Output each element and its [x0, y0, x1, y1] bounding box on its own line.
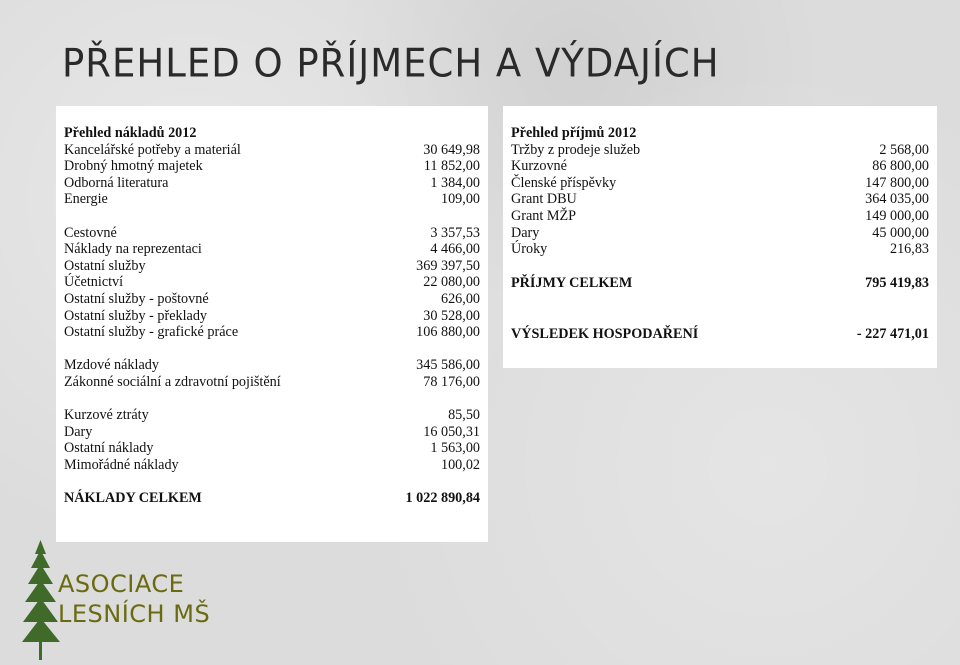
cost-value: 369 397,50: [416, 257, 480, 274]
cost-row: [64, 308, 480, 325]
result-label: VÝSLEDEK HOSPODAŘENÍ: [511, 326, 699, 343]
cost-row: [64, 274, 480, 291]
cost-row: [64, 424, 480, 441]
cost-row: [64, 158, 480, 175]
cost-label: Ostatní náklady: [64, 440, 154, 457]
income-value: 147 800,00: [865, 174, 929, 191]
cost-row: [64, 407, 480, 424]
costs-total-row: [64, 490, 480, 507]
cost-value: 1 384,00: [430, 174, 480, 191]
income-total-row: [511, 275, 929, 292]
cost-value: 4 466,00: [430, 241, 480, 258]
income-row: [511, 158, 929, 175]
cost-label: Kancelářské potřeby a materiál: [64, 141, 241, 158]
income-row: [511, 142, 929, 159]
cost-label: Drobný hmotný majetek: [64, 158, 203, 175]
income-value: 45 000,00: [872, 224, 929, 241]
cost-row: [64, 175, 480, 192]
cost-label: Energie: [64, 191, 108, 208]
spacer: [64, 391, 480, 408]
cost-row: [64, 374, 480, 391]
cost-value: 106 880,00: [416, 324, 480, 341]
cost-row: [64, 258, 480, 275]
cost-label: Ostatní služby - překlady: [64, 307, 208, 324]
cost-label: Ostatní služby - poštovné: [64, 290, 209, 307]
cost-row: [64, 142, 480, 159]
costs-table: [64, 125, 480, 507]
cost-value: 22 080,00: [423, 274, 480, 291]
cost-label: Mimořádné náklady: [64, 456, 179, 473]
income-value: 364 035,00: [865, 191, 929, 208]
page-title: PŘEHLED O PŘÍJMECH A VÝDAJÍCH: [62, 40, 720, 87]
income-label: Dary: [511, 224, 540, 241]
income-label: Úroky: [511, 241, 548, 258]
tree-icon: [22, 538, 62, 662]
cost-row: [64, 357, 480, 374]
costs-total-label: NÁKLADY CELKEM: [64, 490, 202, 507]
income-value: 86 800,00: [872, 158, 929, 175]
costs-panel: [56, 106, 488, 542]
income-value: 216,83: [889, 241, 929, 258]
income-label: Grant DBU: [511, 191, 577, 208]
logo-text-line1: ASOCIACE: [58, 570, 185, 598]
cost-value: 109,00: [440, 191, 480, 208]
spacer: [64, 341, 480, 358]
income-heading: Přehled příjmů 2012: [511, 125, 637, 141]
income-row: [511, 175, 929, 192]
cost-value: 11 852,00: [423, 158, 480, 175]
cost-value: 85,50: [448, 407, 480, 424]
income-row: [511, 241, 929, 258]
cost-label: Dary: [64, 423, 93, 440]
cost-row: [64, 225, 480, 242]
income-panel: [503, 106, 937, 368]
result-row: [511, 326, 929, 343]
income-row: [511, 191, 929, 208]
cost-label: Odborná literatura: [64, 174, 169, 191]
spacer: [64, 208, 480, 225]
cost-value: 16 050,31: [423, 423, 480, 440]
cost-row: [64, 324, 480, 341]
cost-label: Mzdové náklady: [64, 357, 159, 374]
cost-value: 100,02: [440, 456, 480, 473]
cost-row: [64, 457, 480, 474]
cost-row: [64, 440, 480, 457]
cost-row: [64, 191, 480, 208]
income-label: Členské příspěvky: [511, 174, 617, 191]
cost-label: Náklady na reprezentaci: [64, 241, 202, 258]
cost-label: Zákonné sociální a zdravotní pojištění: [64, 373, 281, 390]
cost-value: 626,00: [440, 290, 480, 307]
income-label: Grant MŽP: [511, 207, 577, 224]
cost-label: Ostatní služby - grafické práce: [64, 324, 239, 341]
income-value: 149 000,00: [865, 207, 929, 224]
income-value: 2 568,00: [879, 141, 929, 158]
cost-label: Cestovné: [64, 224, 117, 241]
income-label: Tržby z prodeje služeb: [511, 141, 641, 158]
cost-value: 1 563,00: [430, 440, 480, 457]
cost-label: Kurzové ztráty: [64, 407, 149, 424]
income-table: [511, 125, 929, 343]
cost-label: Účetnictví: [64, 274, 124, 291]
income-row: [511, 225, 929, 242]
cost-label: Ostatní služby: [64, 257, 146, 274]
cost-value: 3 357,53: [430, 224, 480, 241]
logo-text-line2: LESNÍCH MŠ: [58, 600, 211, 628]
cost-value: 30 528,00: [423, 307, 480, 324]
income-label: Kurzovné: [511, 158, 567, 175]
spacer: [64, 473, 480, 490]
cost-value: 78 176,00: [423, 373, 480, 390]
costs-total-value: 1 022 890,84: [405, 490, 480, 507]
cost-value: 30 649,98: [423, 141, 480, 158]
income-row: [511, 208, 929, 225]
income-total-value: 795 419,83: [865, 274, 929, 291]
costs-heading: Přehled nákladů 2012: [64, 125, 197, 141]
logo: [22, 538, 211, 662]
result-value: - 227 471,01: [856, 326, 929, 343]
cost-row: [64, 241, 480, 258]
income-total-label: PŘÍJMY CELKEM: [511, 274, 633, 291]
cost-value: 345 586,00: [416, 357, 480, 374]
cost-row: [64, 291, 480, 308]
